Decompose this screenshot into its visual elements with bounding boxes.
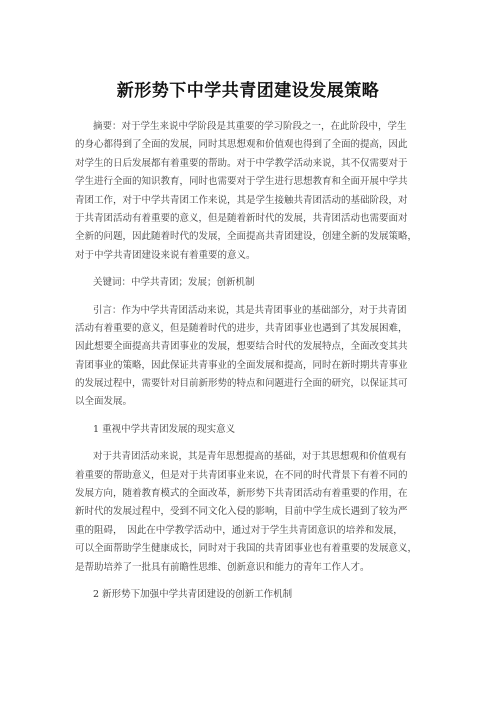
abstract-line: 学生进行全面的知识教育，同时也需要对于学生进行思想教育和全面开展中学共 (75, 176, 408, 188)
section-heading: 2 新形势下加强中学共青团建设的创新工作机制 (93, 588, 293, 600)
section-1-line: 发展方向，随着教育模式的全面改革，新形势下共青团活动有着重要的作用，在 (75, 488, 408, 500)
abstract-line: 对于中学共青团建设来说有着重要的意义。 (75, 249, 256, 261)
section-heading: 1 重视中学共青团发展的现实意义 (93, 423, 236, 435)
intro-line: 引言：作为中学共青团活动来说，其是共青团事业的基础部分，对于共青团 (93, 304, 407, 316)
section-1-line: 新时代的发展过程中，受到不同文化入侵的影响，目前中学生成长遇到了较为严 (75, 506, 408, 518)
intro-line: 的发展过程中，需要针对目前新形势的特点和问题进行全面的研究，以保证其可 (75, 378, 408, 390)
intro-line: 以全面发展。 (75, 396, 133, 408)
abstract-line: 的身心都得到了全面的发展，同时其思想观和价值观也得到了全面的提高，因此 (75, 139, 408, 151)
section-1-line: 着重要的帮助意义，但是对于共青团事业来说，在不同的时代背景下有着不同的 (75, 469, 408, 481)
abstract-line: 全新的问题，因此随着时代的发展，全面提高共青团建设，创建全新的发展策略， (75, 231, 418, 243)
intro-line: 活动有着重要的意义，但是随着时代的进步，共青团事业也遇到了其发展困难， (75, 322, 408, 334)
document-title: 新形势下中学共青团建设发展策略 (116, 81, 380, 101)
intro-line: 青团事业的策略，因此保证共青事业的全面发展和提高，同时在新时期共青事业 (75, 359, 408, 371)
abstract-line: 对学生的日后发展都有着重要的帮助。对于中学教学活动来说，其不仅需要对于 (75, 157, 408, 169)
keywords-line: 关键词：中学共青团；发展；创新机制 (93, 277, 255, 289)
document-body (75, 118, 431, 604)
abstract-line: 摘要：对于学生来说中学阶段是其重要的学习阶段之一，在此阶段中，学生 (93, 121, 407, 132)
intro-line: 因此想要全面提高共青团事业的发展，想要结合时代的发展特点，全面改变其共 (75, 341, 408, 353)
section-1-line: 重的阻碍， 因此在中学教学活动中，通过对于学生共青团意识的培养和发展， (75, 524, 403, 536)
section-1-line: 可以全面帮助学生健康成长，同时对于我国的共青团事业也有着重要的发展意义， (75, 543, 418, 555)
abstract-line: 青团工作，对于中学共青团工作来说，其是学生接触共青团活动的基础阶段，对 (75, 194, 408, 206)
section-1-line: 对于共青团活动来说，其是青年思想提高的基础，对于其思想观和价值观有 (93, 451, 407, 463)
abstract-line: 于共青团活动有着重要的意义，但是随着新时代的发展，共青团活动也需要面对 (75, 212, 408, 224)
section-1-line: 是帮助培养了一批具有前瞻性思维、创新意识和能力的青年工作人才。 (75, 561, 370, 573)
